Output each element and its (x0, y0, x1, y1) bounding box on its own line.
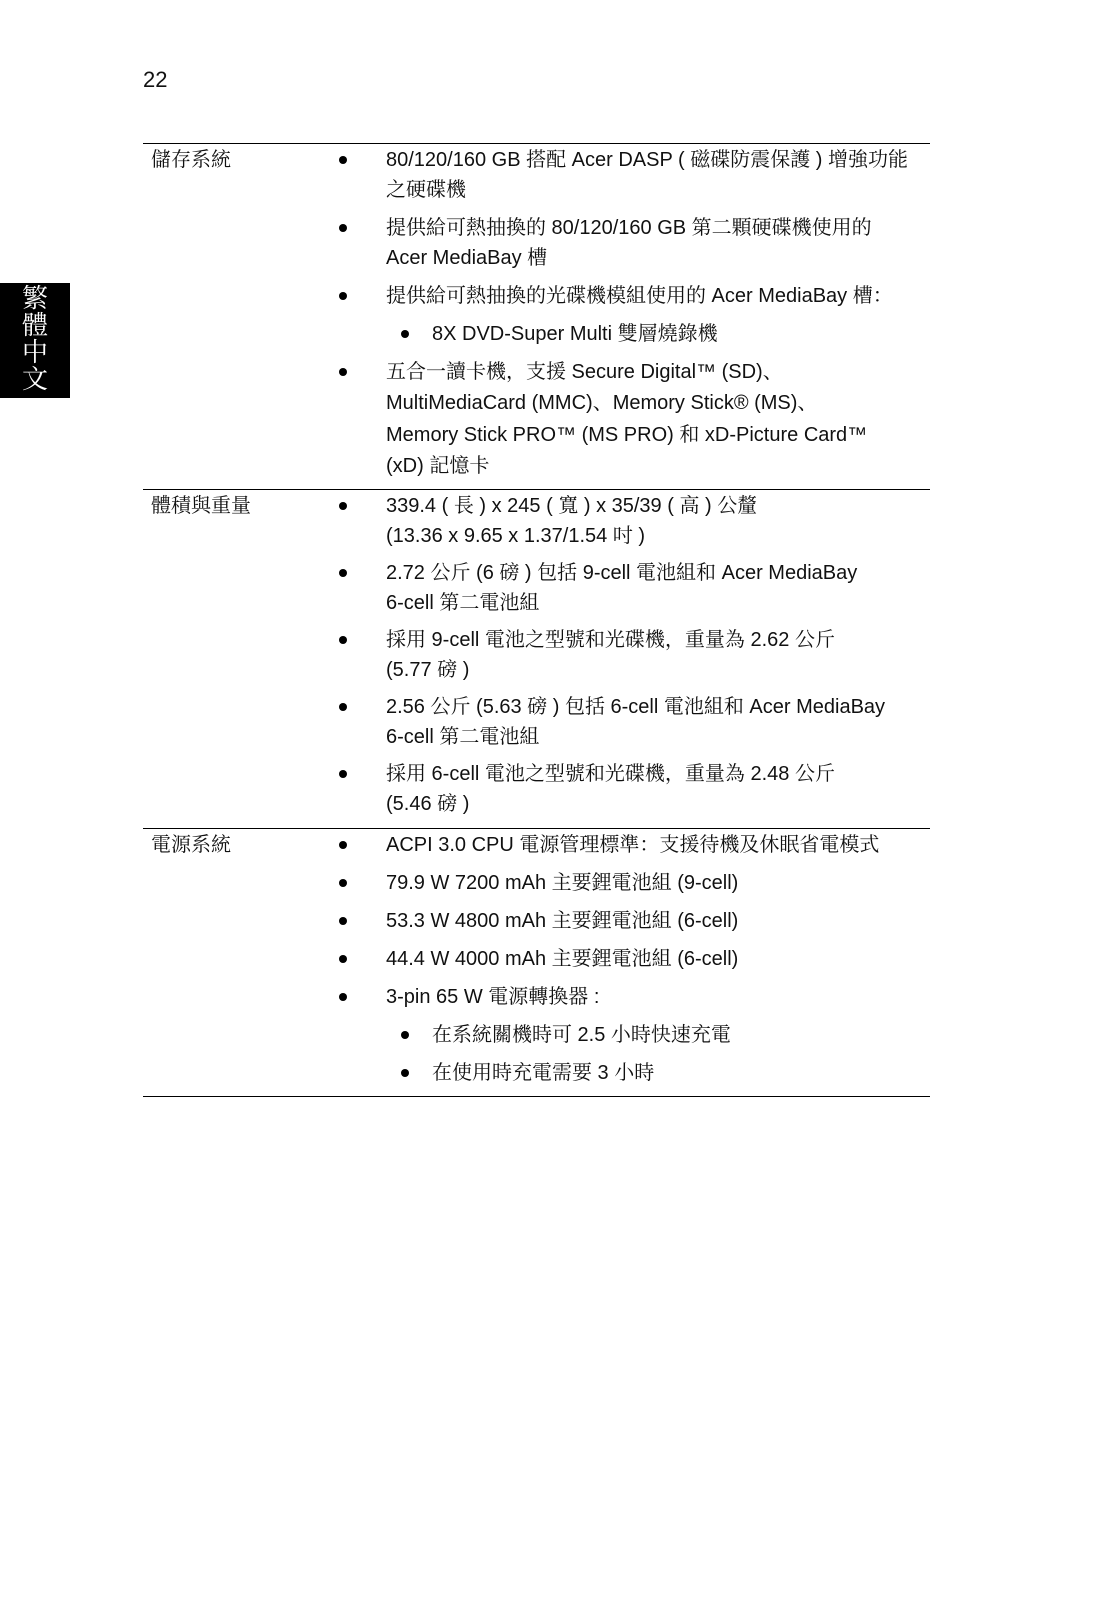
spec-text-line: 之硬碟機 (386, 179, 466, 201)
spec-text-line: MultiMediaCard (MMC)、Memory Stick® (MS)、 (386, 392, 818, 414)
spec-text-line: 80/120/160 GB 搭配 Acer DASP ( 磁碟防震保護 ) 增強功能 (386, 149, 908, 171)
spec-bullet-list (339, 491, 930, 826)
bullet-dot-icon (339, 156, 347, 164)
spec-text-line: 在使用時充電需要 3 小時 (432, 1062, 655, 1084)
spec-text-line: 53.3 W 4800 mAh 主要鋰電池組 (6-cell) (386, 910, 739, 932)
spec-text-line: 2.56 公斤 (5.63 磅 ) 包括 6-cell 電池組和 Acer MediaBay (386, 696, 886, 718)
spec-bullet-item (339, 625, 930, 685)
spec-sub-bullet-item (339, 319, 930, 349)
spec-text-line: 44.4 W 4000 mAh 主要鋰電池組 (6-cell) (386, 948, 739, 970)
bullet-dot-icon (339, 224, 347, 232)
spec-bullet-item (339, 830, 930, 860)
bullet-dot-icon (339, 879, 347, 887)
specification-table (143, 143, 930, 1097)
bullet-dot-icon (339, 993, 347, 1001)
bullet-dot-icon (339, 770, 347, 778)
spec-bullet-item (339, 906, 930, 936)
spec-text-line: 8X DVD-Super Multi 雙層燒錄機 (432, 323, 718, 345)
spec-row-power (143, 828, 930, 1096)
spec-row-label: 儲存系統 (151, 149, 231, 171)
spec-text-line: 6-cell 第二電池組 (386, 592, 540, 614)
spec-text-line: 採用 6-cell 電池之型號和光碟機，重量為 2.48 公斤 (386, 763, 835, 785)
page-number: 22 (143, 67, 168, 92)
spec-text-line: ACPI 3.0 CPU 電源管理標準：支援待機及休眠省電模式 (386, 834, 880, 856)
spec-bullet-item (339, 759, 930, 819)
bullet-dot-icon (339, 636, 347, 644)
spec-bullet-item (339, 868, 930, 898)
bullet-dot-icon (339, 368, 347, 376)
spec-text-line: (5.46 磅 ) (386, 793, 470, 815)
spec-bullet-item (339, 213, 930, 273)
spec-text-line: 五合一讀卡機，支援 Secure Digital™ (SD)、 (386, 361, 783, 383)
spec-text-line: 339.4 ( 長 ) x 245 ( 寬 ) x 35/39 ( 高 ) 公釐 (386, 495, 758, 517)
bullet-dot-icon (339, 292, 347, 300)
spec-text-line: Memory Stick PRO™ (MS PRO) 和 xD-Picture Card™ (386, 424, 868, 446)
spec-text-line: 提供給可熱抽換的 80/120/160 GB 第二顆硬碟機使用的 (386, 217, 872, 239)
spec-text-line: (xD) 記憶卡 (386, 455, 490, 477)
spec-bullet-item (339, 491, 930, 551)
bullet-dot-icon (339, 703, 347, 711)
spec-bullet-item (339, 944, 930, 974)
spec-row-dimensions-weight (143, 489, 930, 828)
spec-text-line: 2.72 公斤 (6 磅 ) 包括 9-cell 電池組和 Acer MediaBay (386, 562, 858, 584)
bullet-dot-icon (401, 1031, 409, 1039)
bullet-dot-icon (401, 330, 409, 338)
spec-text-line: 79.9 W 7200 mAh 主要鋰電池組 (9-cell) (386, 872, 739, 894)
spec-row-storage (143, 143, 930, 489)
spec-text-line: (13.36 x 9.65 x 1.37/1.54 吋 ) (386, 525, 646, 547)
spec-text-line: 6-cell 第二電池組 (386, 726, 540, 748)
spec-text-line: Acer MediaBay 槽 (386, 247, 548, 269)
spec-bullet-item (339, 692, 930, 752)
bullet-dot-icon (339, 955, 347, 963)
language-tab-label: 繁體中文 (21, 284, 48, 395)
spec-text-line: 提供給可熱抽換的光碟機模組使用的 Acer MediaBay 槽： (386, 285, 893, 307)
spec-text-line: 3-pin 65 W 電源轉換器 : (386, 986, 600, 1008)
bullet-dot-icon (339, 917, 347, 925)
spec-bullet-list (339, 830, 930, 1096)
spec-bullet-list (339, 145, 930, 489)
language-tab (0, 283, 70, 398)
spec-sub-bullet-item (339, 1058, 930, 1088)
spec-bullet-item (339, 281, 930, 311)
spec-text-line: 採用 9-cell 電池之型號和光碟機，重量為 2.62 公斤 (386, 629, 835, 651)
spec-text-line: 在系統關機時可 2.5 小時快速充電 (432, 1024, 731, 1046)
spec-bullet-item (339, 982, 930, 1012)
bullet-dot-icon (339, 569, 347, 577)
bullet-dot-icon (339, 841, 347, 849)
spec-bullet-item (339, 357, 930, 481)
spec-row-label: 電源系統 (151, 834, 231, 856)
bullet-dot-icon (339, 502, 347, 510)
spec-text-line: (5.77 磅 ) (386, 659, 470, 681)
spec-row-label: 體積與重量 (151, 495, 251, 517)
spec-bullet-item (339, 145, 930, 205)
bullet-dot-icon (401, 1069, 409, 1077)
spec-bullet-item (339, 558, 930, 618)
spec-sub-bullet-item (339, 1020, 930, 1050)
